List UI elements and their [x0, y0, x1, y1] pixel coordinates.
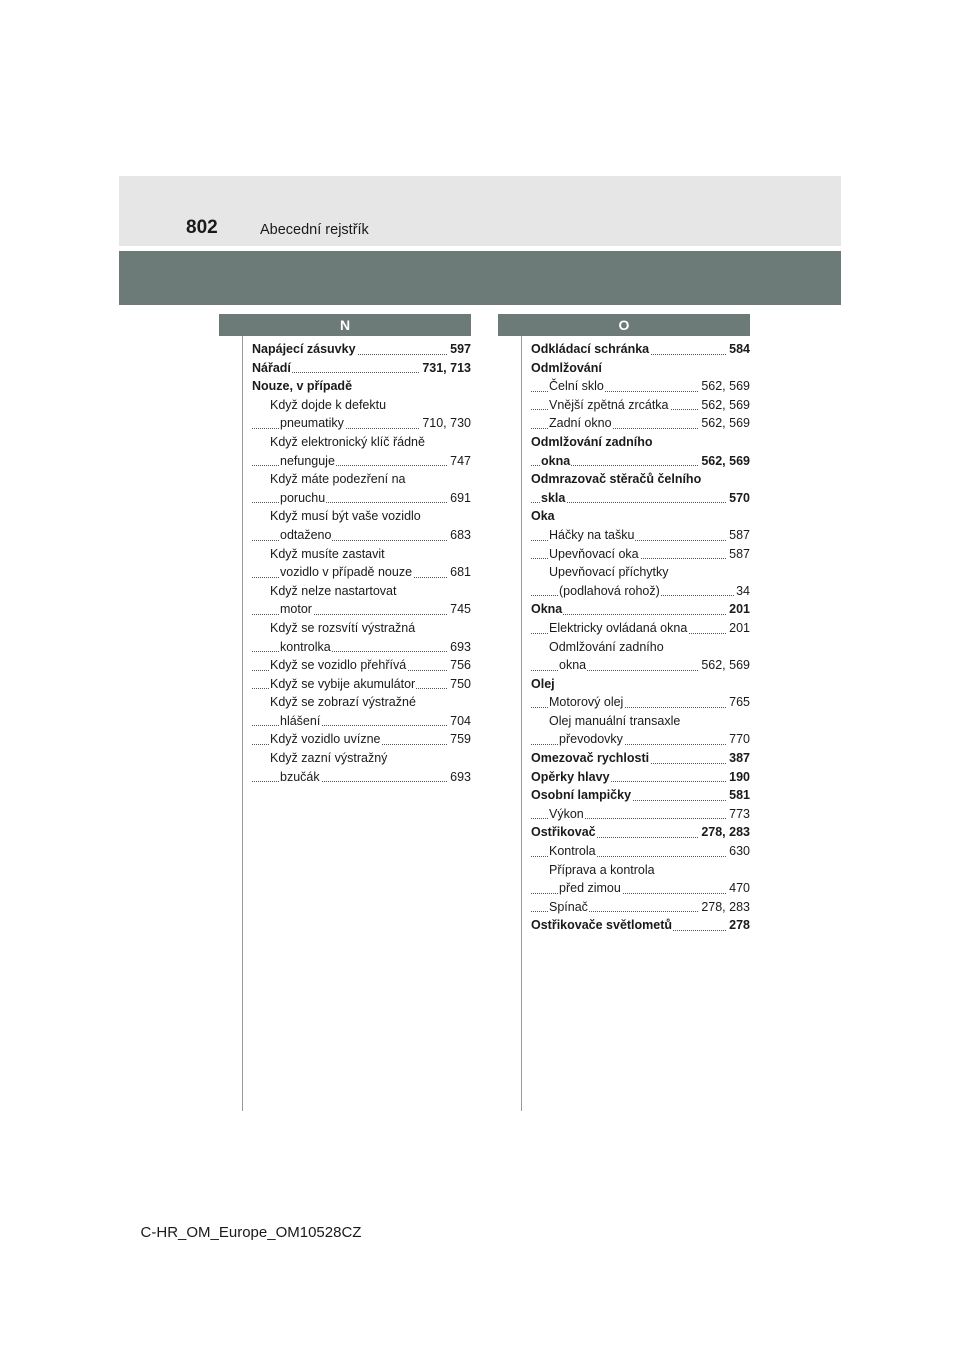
footer-code: C-HR_OM_Europe_OM10528CZ — [140, 1224, 362, 1241]
index-entry-page: 765 — [727, 693, 750, 712]
index-entry-text: Když nelze nastartovat — [270, 583, 397, 598]
index-entry — [531, 898, 750, 917]
header-band — [119, 176, 841, 246]
index-entry — [531, 377, 750, 396]
index-entry-page: 691 — [448, 489, 471, 508]
index-entry — [252, 600, 471, 619]
index-entry-text: Když zazní výstražný — [270, 751, 388, 766]
column-divider-o — [521, 336, 522, 1111]
index-entry — [531, 823, 750, 842]
index-column-n — [252, 340, 471, 786]
index-entry-text: Ostřikovače světlometů — [531, 918, 673, 933]
index-entry — [252, 433, 471, 452]
index-entry — [531, 526, 750, 545]
index-entry-page: 731, 713 — [420, 359, 471, 378]
index-entry — [252, 526, 471, 545]
index-entry-text: Odmlžování zadního — [549, 639, 664, 654]
index-entry-page: 570 — [727, 489, 750, 508]
index-entry — [252, 712, 471, 731]
index-entry — [252, 414, 471, 433]
index-entry-page: 581 — [727, 786, 750, 805]
index-entry-text: poruchu — [280, 490, 326, 505]
index-entry-page: 562, 569 — [699, 377, 750, 396]
index-entry-page: 597 — [448, 340, 471, 359]
index-entry — [531, 768, 750, 787]
index-entry-page: 683 — [448, 526, 471, 545]
index-entry — [252, 656, 471, 675]
index-entry-text: Ostřikovač — [531, 825, 596, 840]
index-entry-text: bzučák — [280, 769, 320, 784]
index-entry — [252, 693, 471, 712]
index-entry-page: 562, 569 — [699, 656, 750, 675]
index-entry — [531, 396, 750, 415]
index-entry-text: Napájecí zásuvky — [252, 342, 356, 356]
index-entry — [252, 768, 471, 787]
index-entry-text: Když máte podezření na — [270, 472, 406, 487]
index-entry — [252, 489, 471, 508]
index-entry-text: vozidlo v případě nouze — [280, 565, 413, 580]
index-entry — [531, 563, 750, 582]
index-entry-text: Elektricky ovládaná okna — [549, 620, 688, 635]
index-entry-text: Když se zobrazí výstražné — [270, 695, 416, 710]
index-entry-text: Osobní lampičky — [531, 788, 632, 803]
index-entry-text: Háčky na tašku — [549, 527, 635, 542]
index-entry-text: Výkon — [549, 806, 584, 821]
index-entry — [531, 359, 750, 378]
index-entry-page: 745 — [448, 600, 471, 619]
index-entry — [531, 545, 750, 564]
index-entry-page: 704 — [448, 712, 471, 731]
header-dark-band — [119, 251, 841, 305]
index-entry-text: Nouze, v případě — [252, 379, 353, 394]
index-entry — [531, 433, 750, 452]
index-entry-text: Olej manuální transaxle — [549, 713, 681, 728]
index-entry-page: 756 — [448, 656, 471, 675]
index-entry-text: Když dojde k defektu — [270, 397, 387, 412]
index-entry — [531, 842, 750, 861]
index-entry-page: 201 — [727, 619, 750, 638]
index-entry — [252, 582, 471, 601]
index-entry — [531, 414, 750, 433]
index-entry-text: Když elektronický klíč řádně — [270, 434, 425, 449]
index-entry-text: odtaženo — [280, 527, 332, 542]
page-number: 802 — [186, 217, 218, 238]
index-entry-text: Čelní sklo — [549, 379, 604, 394]
index-entry-text: Když musí být vaše vozidlo — [270, 509, 421, 524]
index-entry-text: Nářadí — [252, 360, 291, 375]
index-entry-text: Oka — [531, 509, 555, 524]
index-entry-page: 759 — [448, 730, 471, 749]
index-entry-page: 562, 569 — [699, 452, 750, 471]
index-entry — [531, 805, 750, 824]
index-entry-text: Spínač — [549, 899, 588, 914]
index-entry-text: Když musíte zastavit — [270, 546, 385, 561]
index-entry — [531, 693, 750, 712]
index-entry — [531, 470, 750, 489]
index-entry-text: Když se vozidlo přehřívá — [270, 658, 407, 673]
index-entry-page: 681 — [448, 563, 471, 582]
index-entry — [531, 638, 750, 657]
index-entry-page: 773 — [727, 805, 750, 824]
index-entry-text: Když se rozsvítí výstražná — [270, 620, 416, 635]
index-entry-page: 587 — [727, 526, 750, 545]
index-entry-text: Když se vybije akumulátor — [270, 676, 416, 691]
index-entry — [531, 730, 750, 749]
index-entry-text: okna — [559, 658, 587, 673]
index-entry — [531, 749, 750, 768]
index-entry-text: Příprava a kontrola — [549, 862, 655, 877]
index-entry-text: Když vozidlo uvízne — [270, 732, 381, 747]
index-entry-text: (podlahová rohož) — [559, 583, 660, 598]
index-entry-page: 693 — [448, 638, 471, 657]
index-entry-page: 278 — [727, 916, 750, 935]
column-heading-o: O — [498, 314, 750, 336]
index-entry-page: 278, 283 — [699, 898, 750, 917]
index-entry-text: Upevňovací příchytky — [549, 565, 669, 580]
index-entry-text: hlášení — [280, 713, 321, 728]
index-entry — [531, 340, 750, 359]
index-entry — [252, 730, 471, 749]
index-entry-text: Okna — [531, 602, 563, 617]
index-entry-text: Omezovač rychlosti — [531, 751, 650, 766]
index-entry-page: 201 — [727, 600, 750, 619]
index-entry — [252, 396, 471, 415]
index-entry-text: Upevňovací oka — [549, 546, 639, 561]
section-title: Abecední rejstřík — [260, 222, 369, 238]
index-entry — [252, 359, 471, 378]
index-entry — [531, 712, 750, 731]
index-entry-text: Motorový olej — [549, 695, 624, 710]
index-entry — [531, 675, 750, 694]
index-entry-page: 584 — [727, 340, 750, 359]
index-entry — [252, 749, 471, 768]
index-entry-text: okna — [541, 453, 571, 468]
index-entry — [252, 563, 471, 582]
index-entry-text: skla — [541, 490, 566, 505]
index-entry — [252, 675, 471, 694]
index-entry-page: 750 — [448, 675, 471, 694]
index-entry — [531, 619, 750, 638]
index-entry-page: 387 — [727, 749, 750, 768]
index-entry-text: Odmlžování zadního — [531, 434, 653, 449]
index-entry-page: 562, 569 — [699, 414, 750, 433]
index-entry-text: nefunguje — [280, 453, 335, 468]
index-entry — [531, 489, 750, 508]
index-entry-page: 278, 283 — [699, 823, 750, 842]
index-entry-page: 190 — [727, 768, 750, 787]
index-entry — [252, 545, 471, 564]
index-entry-page: 34 — [734, 582, 750, 601]
index-entry-text: kontrolka — [280, 639, 331, 654]
index-entry-text: Zadní okno — [549, 416, 612, 431]
index-entry — [531, 507, 750, 526]
index-entry — [252, 470, 471, 489]
index-entry-text: před zimou — [559, 881, 621, 896]
index-entry — [531, 786, 750, 805]
index-entry — [531, 600, 750, 619]
column-divider-n — [242, 336, 243, 1111]
index-entry — [252, 507, 471, 526]
index-entry-page: 470 — [727, 879, 750, 898]
index-entry-page: 630 — [727, 842, 750, 861]
index-column-o — [531, 340, 750, 935]
index-entry-page: 770 — [727, 730, 750, 749]
column-heading-n: N — [219, 314, 471, 336]
index-entry-page: 710, 730 — [420, 414, 471, 433]
index-entry — [252, 452, 471, 471]
index-entry-text: převodovky — [559, 732, 623, 747]
index-entry — [531, 861, 750, 880]
index-entry-text: Odmlžování — [531, 360, 602, 375]
index-entry — [531, 582, 750, 601]
index-entry — [252, 638, 471, 657]
index-entry-text: Kontrola — [549, 844, 596, 859]
index-entry — [252, 619, 471, 638]
index-entry-text: motor — [280, 602, 312, 617]
dot-leader — [531, 614, 750, 615]
index-entry — [531, 452, 750, 471]
index-entry-page: 587 — [727, 545, 750, 564]
index-entry-text: pneumatiky — [280, 416, 344, 431]
index-entry — [531, 916, 750, 935]
index-entry — [252, 340, 471, 359]
index-entry-page: 562, 569 — [699, 396, 750, 415]
index-entry — [252, 377, 471, 396]
index-entry-page: 693 — [448, 768, 471, 787]
index-entry-text: Olej — [531, 676, 555, 691]
index-entry-text: Opěrky hlavy — [531, 769, 610, 784]
index-entry-page: 747 — [448, 452, 471, 471]
index-entry-text: Vnější zpětná zrcátka — [549, 397, 669, 412]
index-entry — [531, 879, 750, 898]
index-entry-text: Odkládací schránka — [531, 342, 650, 356]
index-entry-text: Odmrazovač stěračů čelního — [531, 472, 702, 487]
index-entry — [531, 656, 750, 675]
